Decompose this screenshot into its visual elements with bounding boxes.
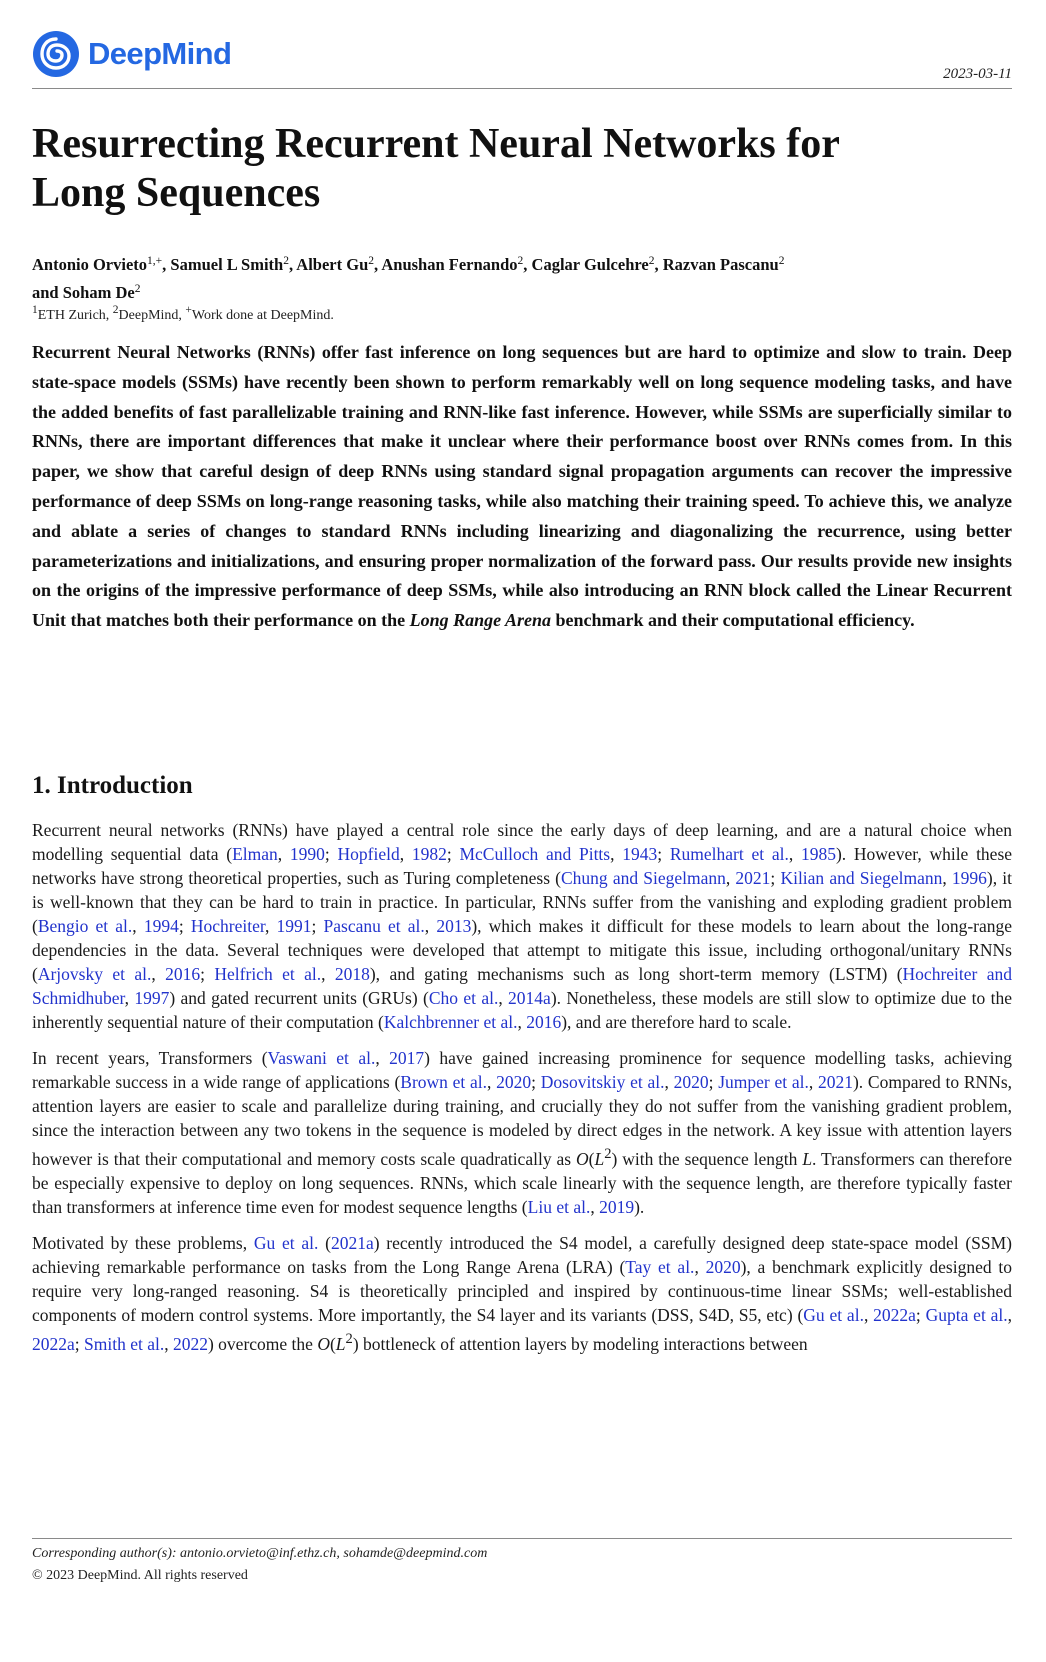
citation-link[interactable]: 2016 [165, 964, 201, 984]
citation-link[interactable]: Arjovsky et al. [37, 964, 152, 984]
corresponding-authors: Corresponding author(s): antonio.orvieto@inf.ethz.ch, sohamde@deepmind.com [32, 1546, 488, 1561]
author-name: Antonio Orvieto [32, 255, 148, 274]
citation-link[interactable]: Kilian and Siegelmann [780, 868, 943, 888]
author-affiliation-mark: 2 [134, 283, 141, 295]
citation-link[interactable]: Vaswani et al. [267, 1048, 376, 1068]
deepmind-logo-icon [32, 30, 80, 78]
citation-link[interactable]: Bengio et al. [37, 916, 133, 936]
author-affiliation-mark: 1,+ [147, 255, 163, 267]
footer-divider [32, 1538, 1012, 1539]
affiliation-name: DeepMind, [118, 308, 186, 323]
citation-link[interactable]: Jumper et al. [718, 1072, 809, 1092]
citation-link[interactable]: Dosovitskiy et al. [540, 1072, 665, 1092]
abstract-text-b: benchmark and their computational efficiency. [550, 610, 915, 631]
affiliation-name: ETH Zurich, [37, 308, 113, 323]
citation-link[interactable]: 1991 [276, 916, 312, 936]
affiliation-mark: 2 [112, 304, 119, 316]
citation-link[interactable]: Gupta et al. [925, 1304, 1008, 1325]
citation-link[interactable]: 2014a [508, 988, 551, 1008]
citation-link[interactable]: Hopfield [337, 844, 400, 864]
title-line-1: Resurrecting Recurrent Neural Networks for [32, 121, 840, 167]
citation-link[interactable]: Pascanu et al. [323, 916, 425, 936]
citation-link[interactable]: Hochreiter and Schmidhuber [32, 964, 1013, 1008]
citation-link[interactable]: Elman [232, 844, 278, 864]
author-name: Soham De [62, 283, 135, 302]
body-paragraph: Recurrent neural networks (RNNs) have played a central role since the early days of deep learning, and are a natural choice when modelling sequential data (Elman, 1990; Hopfield, 1982; McCulloch and Pitts, 1943; Rumelhart et al., 1985). However, while these networks have strong theoretical properties, such as Turing completeness (Chung and Siegelmann, 2021; Kilian and Siegelmann, 1996), it is well-known that they can be hard to train in practice. In particular, RNNs suffer from the vanishing and exploding gradient problem (Bengio et al., 1994; Hochreiter, 1991; Pascanu et al., 2013), which makes it difficult for these models to learn about the long-range dependencies in the data. Several techniques were developed that attempt to mitigate this issue, including orthogonal/unitary RNNs (Arjovsky et al., 2016; Helfrich et al., 2018), and gating mechanisms such as long short-term memory (LSTM) (Hochreiter and Schmidhuber, 1997) and gated recurrent units (GRUs) (Cho et al., 2014a). Nonetheless, these models are still slow to optimize due to the inherently sequential nature of their computation (Kalchbrenner et al., 2016), and are therefore hard to scale. [32, 820, 1013, 1032]
author-name: Albert Gu [296, 255, 369, 274]
affiliation-mark: + [185, 304, 192, 316]
abstract-emphasis: Long Range Arena [409, 610, 551, 631]
affiliations [32, 304, 334, 324]
author-list: Antonio Orvieto$^{1,+}$, Samuel L Smith$^2$, Albert Gu$^2$, Anushan Fernando$^2$, Caglar Gulcehre$^2$, Razvan Pascanu$^2$ and Soham De$^2$ [32, 255, 785, 302]
math-superscript: 2 [345, 1330, 353, 1347]
citation-link[interactable]: Smith et al. [84, 1333, 165, 1354]
citation-link[interactable]: 1997 [134, 988, 170, 1008]
citation-link[interactable]: 2017 [389, 1048, 425, 1068]
math-symbol: L [594, 1148, 605, 1169]
math-symbol: O [576, 1148, 589, 1169]
author-affiliation-mark: 2 [517, 255, 524, 267]
citation-link[interactable]: 1994 [143, 916, 179, 936]
author-name: Samuel L Smith [170, 255, 284, 274]
citation-link[interactable]: 1943 [622, 844, 658, 864]
citation-link[interactable]: Hochreiter [190, 916, 265, 936]
citation-link[interactable]: 2022 [172, 1333, 208, 1354]
citation-link[interactable]: Gu et al. [253, 1232, 319, 1253]
citation-link[interactable]: Tay et al. [625, 1256, 695, 1277]
author-affiliation-mark: 2 [778, 255, 785, 267]
citation-link[interactable]: 2022a [32, 1333, 75, 1354]
author-name: Razvan Pascanu [662, 255, 779, 274]
citation-link[interactable]: Chung and Siegelmann [561, 868, 726, 888]
affiliation-mark: 1 [32, 304, 38, 316]
citation-link[interactable]: Gu et al. [803, 1304, 864, 1325]
body-paragraph: Motivated by these problems, Gu et al. (2021a) recently introduced the S4 model, a carefully designed deep state-space model (SSM) achieving remarkable performance on tasks from the Long Range Arena (LRA) (Tay et al., 2020), a benchmark explicitly designed to require very long-ranged reasoning. S4 is theoretically principled and inspired by continuous-time linear SSMs; well-established components of modern control systems. More importantly, the S4 layer and its variants (DSS, S4D, S5, etc) (Gu et al., 2022a; Gupta et al., 2022a; Smith et al., 2022) overcome the $O(L^2)$ bottleneck of attention layers by modeling interactions between [32, 1232, 1013, 1354]
citation-link[interactable]: 1985 [800, 844, 836, 864]
header-divider [32, 88, 1012, 89]
citation-link[interactable]: 2020 [496, 1072, 532, 1092]
citation-link[interactable]: 1996 [951, 868, 987, 888]
citation-link[interactable]: Rumelhart et al. [669, 844, 789, 864]
publication-date: 2023-03-11 [943, 66, 1012, 82]
author-affiliation-mark: 2 [648, 255, 655, 267]
citation-link[interactable]: 2021 [817, 1072, 853, 1092]
author-name: Caglar Gulcehre [531, 255, 649, 274]
citation-link[interactable]: 2021 [735, 868, 771, 888]
citation-link[interactable]: Helfrich et al. [214, 964, 322, 984]
body-paragraph: In recent years, Transformers (Vaswani et al., 2017) have gained increasing prominence for sequence modelling tasks, achieving remarkable success in a wide range of applications (Brown et al., 2020; Dosovitskiy et al., 2020; Jumper et al., 2021). Compared to RNNs, attention layers are easier to scale and parallelize during training, and crucially they do not suffer from the vanishing gradient problem, since the interaction between any two tokens in the sequence is modeled by direct edges in the network. A key issue with attention layers however is that their computational and memory costs scale quadratically as $O(L^2)$ with the sequence length L. Transformers can therefore be especially expensive to deploy on long sequences. RNNs, which scale linearly with the sequence length, are therefore typically faster than transformers at inference time even for modest sequence lengths (Liu et al., 2019). [32, 1048, 1013, 1217]
citation-link[interactable]: McCulloch and Pitts [459, 844, 611, 864]
citation-link[interactable]: 2018 [334, 964, 370, 984]
citation-link[interactable]: 1982 [411, 844, 447, 864]
citation-link[interactable]: 2020 [673, 1072, 709, 1092]
citation-link[interactable]: 2020 [705, 1256, 741, 1277]
citation-link[interactable]: 1990 [289, 844, 325, 864]
brand-wordmark: DeepMind [88, 36, 232, 71]
abstract [32, 338, 1012, 636]
citation-link[interactable]: Brown et al. [400, 1072, 488, 1092]
math-symbol: L [802, 1148, 813, 1169]
math-symbol: L [335, 1333, 346, 1354]
citation-link[interactable]: Liu et al. [527, 1196, 591, 1217]
paper-page [32, 0, 1012, 1662]
math-superscript: 2 [604, 1146, 612, 1162]
introduction-body [32, 818, 1012, 1368]
citation-link[interactable]: 2021a [330, 1232, 374, 1253]
deepmind-brand [32, 28, 231, 80]
author-conjunction: and [32, 283, 63, 302]
citation-link[interactable]: 2022a [873, 1304, 916, 1325]
math-symbol: O [317, 1333, 330, 1354]
author-affiliation-mark: 2 [283, 255, 289, 267]
title-line-2: Long Sequences [32, 170, 321, 216]
citation-link[interactable]: Kalchbrenner et al. [383, 1012, 518, 1032]
abstract-text-a: Recurrent Neural Networks (RNNs) offer fast inference on long sequences but are hard to optimize and slow to train. Deep state-space models (SSMs) have recently been shown to perform remarkably well on long sequence modeling tasks, and have the added benefits of fast parallelizable training and RNN-like fast inference. However, while SSMs are superficially similar to RNNs, there are important differences that make it unclear where their performance boost over RNNs comes from. In this paper, we show that careful design of deep RNNs using standard signal propagation arguments can recover the impressive performance of deep SSMs on long-range reasoning tasks, while also matching their training speed. To achieve this, we analyze and ablate a series of changes to standard RNNs including linearizing and diagonalizing the recurrence, using better parameterizations and initializations, and ensuring proper normalization of the forward pass. Our results provide new insights on the origins of the impressive performance of deep SSMs, while also introducing an RNN block called the Linear Recurrent Unit that matches both their performance on the [32, 342, 1012, 631]
copyright-notice: © 2023 DeepMind. All rights reserved [32, 1568, 248, 1583]
citation-link[interactable]: 2019 [599, 1196, 635, 1217]
citation-link[interactable]: 2016 [526, 1012, 562, 1032]
citation-link[interactable]: 2013 [436, 916, 472, 936]
paper-title [32, 120, 1012, 218]
section-heading-introduction: 1. Introduction [32, 772, 193, 799]
affiliation-name: Work done at DeepMind. [191, 308, 334, 323]
author-name: Anushan Fernando [381, 255, 518, 274]
author-affiliation-mark: 2 [368, 255, 375, 267]
citation-link[interactable]: Cho et al. [428, 988, 499, 1008]
